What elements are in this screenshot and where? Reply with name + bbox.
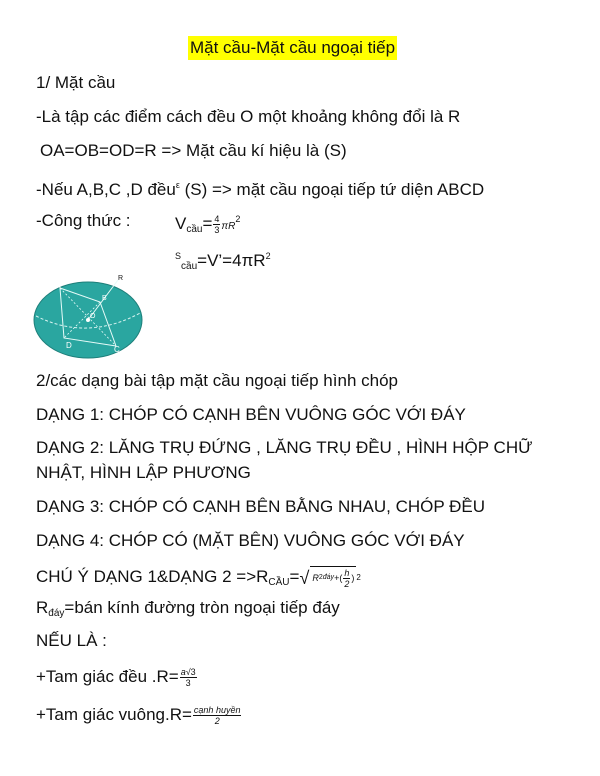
note-plus: +(: [334, 573, 343, 584]
surface-formula: [175, 245, 271, 278]
volume-formula: [175, 208, 240, 241]
rday-r: R: [36, 598, 49, 617]
rday-sub: đáy: [48, 608, 65, 619]
equilateral-num-a: a: [180, 667, 186, 678]
type-4: DẠNG 4: CHÓP CÓ (MẶT BÊN) VUÔNG GÓC VỚI ĐÁY: [36, 531, 465, 550]
rday-text: =bán kính đường tròn ngoại tiếp đáy: [64, 598, 340, 617]
volume-rest: πR: [221, 221, 236, 232]
note-text: CHÚ Ý DẠNG 1&DẠNG 2 =>R: [36, 567, 269, 586]
note-sub: CẦU: [268, 577, 290, 588]
page-title: Mặt cầu-Mặt cầu ngoại tiếp: [188, 36, 397, 60]
type-1: DẠNG 1: CHÓP CÓ CẠNH BÊN VUÔNG GÓC VỚI ĐÁY: [36, 405, 466, 424]
note-h-fraction: [343, 568, 350, 589]
figure-label-d: D: [66, 341, 72, 350]
type-3: DẠNG 3: CHÓP CÓ CẠNH BÊN BẰNG NHAU, CHÓP ĐỀU: [36, 497, 486, 516]
note-r-exp: 2: [318, 574, 323, 582]
right-triangle-den: 2: [214, 716, 220, 727]
surface-rest: =V’=4πR: [197, 251, 266, 270]
note-formula: [36, 566, 361, 594]
equilateral-fraction: [180, 667, 197, 688]
volume-den: 3: [214, 225, 220, 236]
note-eq: =: [289, 567, 300, 586]
type-2-line-1: DẠNG 2: LĂNG TRỤ ĐỨNG , LĂNG TRỤ ĐỀU , HÌNH HỘP CHỮ: [36, 438, 533, 457]
figure-label-a: A: [56, 283, 61, 290]
figure-label-b: B: [102, 295, 107, 302]
surface-sub: cầu: [181, 261, 198, 272]
condition-text-a: -Nếu A,B,C ,D đều: [36, 180, 176, 199]
right-triangle-formula: [36, 704, 242, 726]
condition-text-b: (S) => mặt cầu ngoại tiếp tứ diện ABCD: [179, 180, 485, 199]
note-r-sub: đáy: [322, 574, 335, 582]
if-label: NẾU LÀ :: [36, 631, 107, 650]
equilateral-den: 3: [185, 678, 191, 689]
right-triangle-num: cạnh huyền: [193, 705, 241, 716]
surface-exp: 2: [265, 251, 271, 261]
note-exp: 2: [356, 572, 361, 582]
note-r: R: [312, 573, 319, 584]
volume-fraction: [213, 214, 220, 235]
volume-eq: =: [202, 214, 213, 233]
note-h: h: [344, 567, 350, 578]
belongs-symbol: ε: [175, 180, 180, 190]
figure-label-o: O: [90, 313, 96, 320]
note-two: 2: [344, 578, 350, 589]
section-1-heading: 1/ Mặt cầu: [36, 73, 116, 92]
right-triangle-text: +Tam giác vuông.R=: [36, 705, 192, 724]
sphere-definition: -Là tập các điểm cách đều O một khoảng không đổi là R: [36, 107, 461, 126]
base-radius-definition: [36, 597, 340, 625]
sphere-diagram-icon: [30, 272, 150, 362]
section-2-heading: 2/các dạng bài tập mặt cầu ngoại tiếp hình chóp: [36, 371, 398, 390]
volume-exp: 2: [235, 214, 241, 224]
surface-pre: S: [175, 251, 182, 261]
right-triangle-fraction: [193, 705, 242, 726]
type-2-line-2: NHẬT, HÌNH LẬP PHƯƠNG: [36, 463, 251, 482]
note-sqrt: √ R 2 đáy +( $\frac{h}{2}$ ) 2: [299, 567, 361, 589]
note-close: ): [351, 573, 355, 584]
volume-sub: cầu: [186, 224, 203, 235]
equilateral-text: +Tam giác đều .R=: [36, 667, 179, 686]
formula-label: -Công thức :: [36, 211, 131, 230]
volume-num: 4: [214, 214, 220, 225]
equilateral-num-b: √3: [185, 667, 196, 678]
figure-label-c: C: [114, 345, 120, 354]
circumscribed-condition: [36, 174, 484, 201]
volume-letter: V: [175, 214, 187, 233]
equilateral-formula: [36, 666, 198, 688]
sphere-equation: OA=OB=OD=R => Mặt cầu kí hiệu là (S): [40, 141, 347, 160]
figure-label-r: R: [118, 275, 124, 282]
